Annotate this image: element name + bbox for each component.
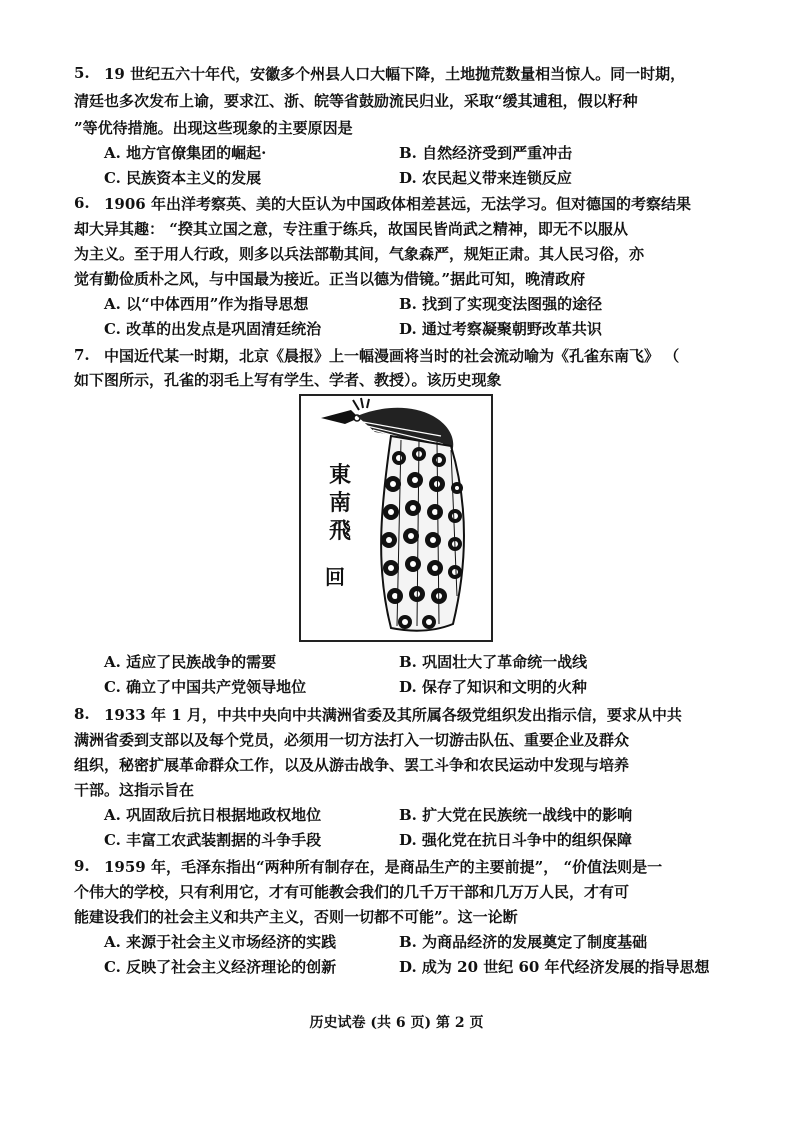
option-a: A. 地方官僚集团的崛起· bbox=[104, 144, 267, 162]
option-a: A. 以“中体西用”作为指导思想 bbox=[104, 295, 309, 313]
question-text-line: ”等优待措施。出现这些现象的主要原因是 bbox=[74, 119, 353, 137]
option-c: C. 民族资本主义的发展 bbox=[104, 169, 262, 187]
question-text-line: 1933 年 1 月，中共中央向中共满洲省委及其所属各级党组织发出指示信，要求从中共 bbox=[104, 706, 682, 724]
option-b: B. 巩固壮大了革命统一战线 bbox=[399, 653, 588, 671]
question-text-line: 能建设我们的社会主义和共产主义，否则一切都不可能”。这一论断 bbox=[74, 908, 518, 926]
question-number: 9. bbox=[74, 857, 90, 875]
question-text-line: 满洲省委到支部以及每个党员，必须用一切方法打入一切游击队伍、重要企业及群众 bbox=[74, 731, 630, 749]
question-text-line: 个伟大的学校，只有利用它，才有可能教会我们的几千万干部和几万万人民，才有可 bbox=[74, 883, 630, 901]
option-b: B. 自然经济受到严重冲击 bbox=[399, 144, 573, 162]
peacock-illustration bbox=[301, 396, 491, 640]
option-d: D. 成为 20 世纪 60 年代经济发展的指导思想 bbox=[399, 958, 710, 976]
option-a: A. 适应了民族战争的需要 bbox=[104, 653, 277, 671]
option-b: B. 找到了实现变法图强的途径 bbox=[399, 295, 603, 313]
option-c: C. 丰富工农武装割据的斗争手段 bbox=[104, 831, 322, 849]
question-number: 8. bbox=[74, 705, 90, 723]
option-b: B. 扩大党在民族统一战线中的影响 bbox=[399, 806, 633, 824]
question-text-line: 中国近代某一时期，北京《晨报》上一幅漫画将当时的社会流动喻为《孔雀东南飞》 （ bbox=[104, 347, 680, 365]
question-text-line: 组织，秘密扩展革命群众工作，以及从游击战争、罢工斗争和农民运动中发现与培养 bbox=[74, 756, 630, 774]
question-text-line: 为主义。至于用人行政，则多以兵法部勒其间，气象森严，规矩正肃。其人民习俗，亦 bbox=[74, 245, 645, 263]
option-d: D. 强化党在抗日斗争中的组织保障 bbox=[399, 831, 632, 849]
question-text-line: 清廷也多次发布上谕，要求江、浙、皖等省鼓励流民归业，采取“缓其逋租，假以籽种 bbox=[74, 92, 638, 110]
question-number: 7. bbox=[74, 346, 90, 364]
option-d: D. 农民起义带来连锁反应 bbox=[399, 169, 572, 187]
option-c: C. 确立了中国共产党领导地位 bbox=[104, 678, 307, 696]
question-number: 6. bbox=[74, 194, 90, 212]
peacock-cartoon-figure bbox=[299, 394, 493, 642]
cartoon-title-char: 東 bbox=[329, 462, 352, 488]
option-c: C. 反映了社会主义经济理论的创新 bbox=[104, 958, 337, 976]
option-d: D. 通过考察凝聚朝野改革共识 bbox=[399, 320, 602, 338]
option-a: A. 巩固敌后抗日根据地政权地位 bbox=[104, 806, 322, 824]
cartoon-signature-char: 回 bbox=[325, 565, 345, 589]
question-text-line: 19 世纪五六十年代，安徽多个州县人口大幅下降，土地抛荒数量相当惊人。同一时期， bbox=[104, 65, 686, 83]
question-text-line: 干部。这指示旨在 bbox=[74, 781, 195, 799]
question-number: 5. bbox=[74, 64, 90, 82]
cartoon-title-char: 飛 bbox=[329, 518, 352, 544]
question-text-line: 却大异其趣： “揆其立国之意，专注重于练兵，故国民皆尚武之精神，即无不以服从 bbox=[74, 220, 628, 238]
option-a: A. 来源于社会主义市场经济的实践 bbox=[104, 933, 337, 951]
cartoon-title-char: 南 bbox=[329, 490, 352, 516]
question-text-line: 如下图所示，孔雀的羽毛上写有学生、学者、教授）。该历史现象 bbox=[74, 371, 502, 389]
option-c: C. 改革的出发点是巩固清廷统治 bbox=[104, 320, 322, 338]
page-footer: 历史试卷 (共 6 页) 第 2 页 bbox=[309, 1015, 484, 1031]
question-text-line: 觉有勤俭质朴之风，与中国最为接近。正当以德为借镜。”据此可知，晚清政府 bbox=[74, 270, 586, 288]
question-text-line: 1959 年，毛泽东指出“两种所有制存在，是商品生产的主要前提”， “价值法则是一 bbox=[104, 858, 663, 876]
peacock-crest bbox=[353, 398, 369, 410]
option-d: D. 保存了知识和文明的火种 bbox=[399, 678, 587, 696]
question-text-line: 1906 年出洋考察英、美的大臣认为中国政体相差甚远，无法学习。但对德国的考察结果 bbox=[104, 195, 691, 213]
option-b: B. 为商品经济的发展奠定了制度基础 bbox=[399, 933, 648, 951]
peacock-beak bbox=[321, 410, 359, 424]
